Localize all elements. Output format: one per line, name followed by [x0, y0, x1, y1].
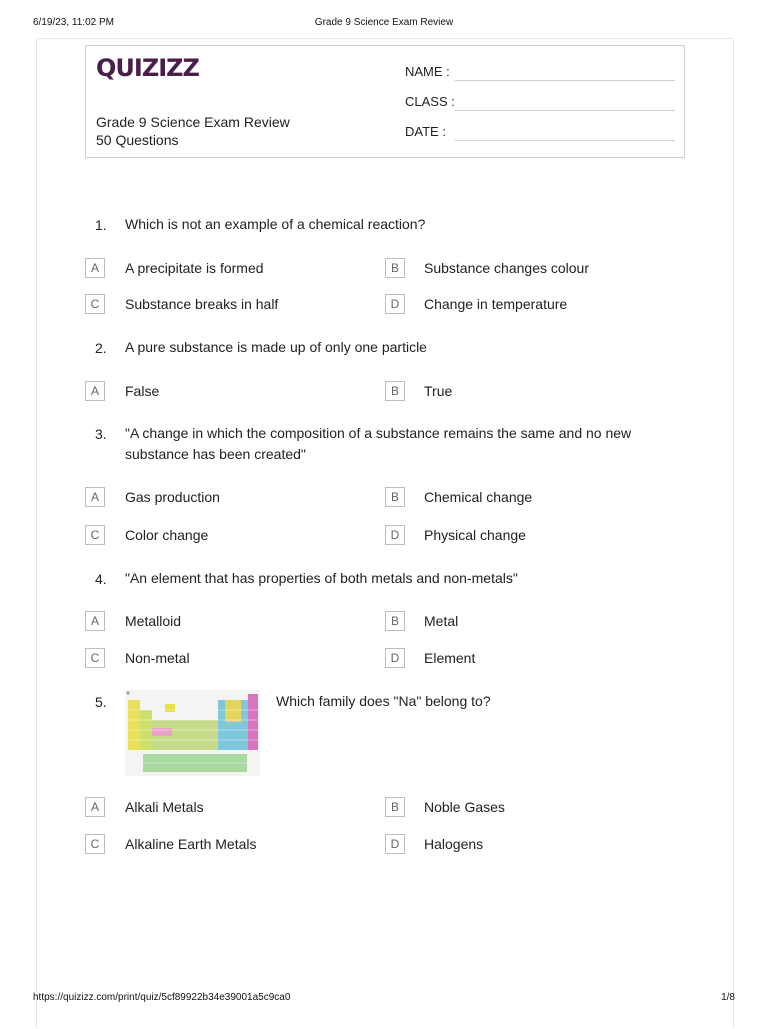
question-number: 3.: [95, 426, 107, 442]
print-datetime: 6/19/23, 11:02 PM: [33, 17, 114, 28]
option-letter-box: D: [385, 648, 405, 668]
option-text: Halogens: [424, 836, 484, 852]
question-text: Which family does "Na" belong to?: [276, 693, 491, 709]
option-letter-box: C: [85, 294, 105, 314]
option-text: Element: [424, 650, 476, 666]
option-text: Substance breaks in half: [125, 296, 279, 312]
option-text: Physical change: [424, 527, 526, 543]
option-letter-box: C: [85, 648, 105, 668]
option-letter-box: A: [85, 797, 105, 817]
option-letter-box: B: [385, 611, 405, 631]
option-letter-box: C: [85, 525, 105, 545]
quiz-title: Grade 9 Science Exam Review: [96, 114, 290, 130]
date-line: [455, 140, 675, 141]
option-letter-box: C: [85, 834, 105, 854]
date-label: DATE :: [405, 124, 446, 139]
print-title: Grade 9 Science Exam Review: [314, 17, 454, 28]
question-number: 2.: [95, 340, 107, 356]
option-text: Non-metal: [125, 650, 190, 666]
quizizz-logo: QUIZIZZ: [96, 54, 199, 82]
option-letter-box: B: [385, 381, 405, 401]
option-letter-box: B: [385, 258, 405, 278]
question-text: A pure substance is made up of only one particle: [125, 339, 427, 355]
option-letter-box: A: [85, 381, 105, 401]
option-text: Alkaline Earth Metals: [125, 836, 257, 852]
option-letter-box: D: [385, 294, 405, 314]
option-text: Change in temperature: [424, 296, 568, 312]
quiz-header-box: [85, 45, 685, 158]
option-letter-box: B: [385, 797, 405, 817]
print-header: [33, 17, 735, 31]
option-text: True: [424, 383, 453, 399]
option-letter-box: A: [85, 487, 105, 507]
class-label: CLASS :: [405, 94, 455, 109]
option-letter-box: A: [85, 611, 105, 631]
name-label: NAME :: [405, 64, 450, 79]
option-text: Chemical change: [424, 489, 533, 505]
question-count: 50 Questions: [96, 132, 179, 148]
option-text: Gas production: [125, 489, 220, 505]
option-text: Noble Gases: [424, 799, 505, 815]
option-text: False: [125, 383, 160, 399]
question-text: "A change in which the composition of a substance remains the same and no new substance has been created": [125, 425, 632, 462]
option-letter-box: D: [385, 834, 405, 854]
option-text: Metalloid: [125, 613, 182, 629]
question-number: 5.: [95, 694, 107, 710]
page-number: 1/8: [721, 992, 735, 1003]
question-text: "An element that has properties of both metals and non-metals": [125, 570, 518, 586]
option-letter-box: A: [85, 258, 105, 278]
option-letter-box: B: [385, 487, 405, 507]
option-text: Metal: [424, 613, 459, 629]
question-number: 4.: [95, 571, 107, 587]
question-text: Which is not an example of a chemical reaction?: [125, 216, 426, 232]
class-line: [455, 110, 675, 111]
option-text: Alkali Metals: [125, 799, 204, 815]
option-text: Color change: [125, 527, 209, 543]
option-text: A precipitate is formed: [125, 260, 264, 276]
question-number: 1.: [95, 217, 107, 233]
periodic-table-image: [125, 690, 260, 776]
print-url: https://quizizz.com/print/quiz/5cf89922b34e39001a5c9ca0: [33, 992, 291, 1003]
option-text: Substance changes colour: [424, 260, 589, 276]
option-letter-box: D: [385, 525, 405, 545]
name-line: [455, 80, 675, 81]
